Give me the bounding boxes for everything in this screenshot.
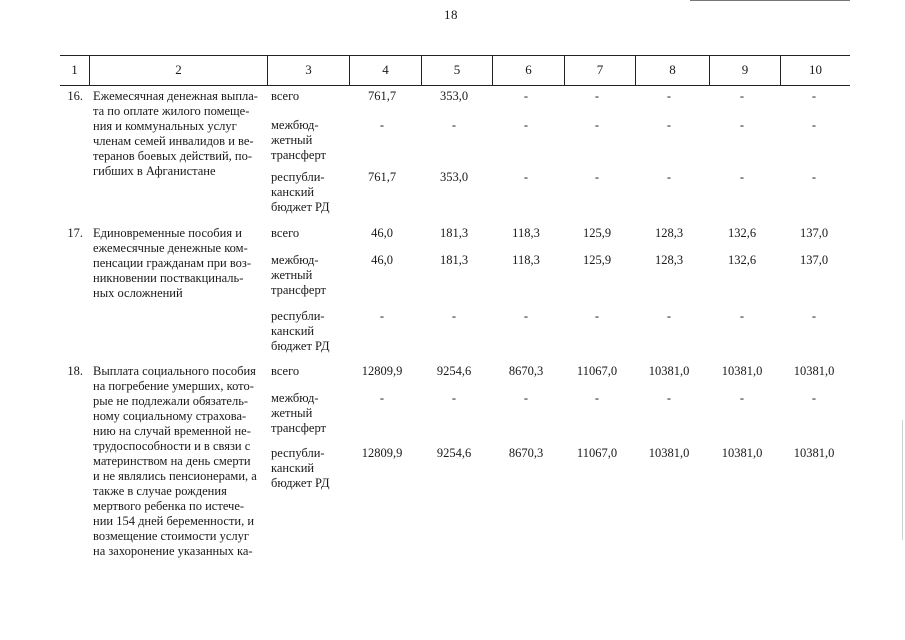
value-cell: -	[523, 391, 529, 405]
row-number: 17.	[67, 226, 83, 240]
header-cell-8: 8	[635, 56, 709, 85]
value-cell: -	[379, 118, 385, 132]
subline-label: всего	[271, 226, 300, 240]
row-number: 16.	[67, 89, 83, 103]
value-cell: 761,7	[367, 89, 397, 103]
value-cell: -	[666, 391, 672, 405]
value-cell: -	[811, 118, 817, 132]
subline-label: межбюд- жетный трансферт	[271, 253, 326, 297]
row-description: Единовременные пособия и ежемесячные денежные ком- пенсации гражданам при воз- никновении поствакциналь- ных осложнений	[93, 226, 252, 300]
value-cell: 9254,6	[436, 446, 472, 460]
value-cell: -	[594, 170, 600, 184]
value-cell: -	[666, 309, 672, 323]
header-cell-7: 7	[564, 56, 635, 85]
value-cell: -	[666, 170, 672, 184]
page-number: 18	[444, 7, 458, 22]
value-cell: 118,3	[512, 226, 540, 240]
header-cell-3: 3	[267, 56, 349, 85]
value-cell: -	[739, 89, 745, 103]
value-cell: 10381,0	[793, 446, 835, 460]
subline-label: республи- канский бюджет РД	[271, 170, 330, 214]
value-cell: 118,3	[512, 253, 540, 267]
subline-label: межбюд- жетный трансферт	[271, 391, 326, 435]
value-cell: 128,3	[654, 226, 684, 240]
table-header	[60, 55, 850, 86]
value-cell: -	[451, 309, 457, 323]
value-cell: -	[594, 118, 600, 132]
value-cell: 125,9	[582, 253, 612, 267]
header-cell-2: 2	[89, 56, 267, 85]
value-cell: -	[811, 391, 817, 405]
value-cell: 128,3	[654, 253, 684, 267]
value-cell: 10381,0	[721, 364, 763, 378]
value-cell: -	[523, 89, 529, 103]
value-cell: 353,0	[439, 89, 469, 103]
value-cell: -	[594, 309, 600, 323]
row-number: 18.	[67, 364, 83, 378]
value-cell: 8670,3	[508, 364, 544, 378]
header-cell-5: 5	[421, 56, 492, 85]
header-cell-10: 10	[780, 56, 850, 85]
value-cell: 9254,6	[436, 364, 472, 378]
value-cell: 46,0	[371, 253, 393, 267]
subline-label: всего	[271, 89, 300, 103]
row-description: Ежемесячная денежная выпла- та по оплате жилого помеще- ния и коммунальных услуг членам семей инвалидов и ве- теранов боевых действий, по- гибших в Афганистане	[93, 89, 258, 178]
value-cell: 181,3	[439, 253, 469, 267]
value-cell: 181,3	[439, 226, 469, 240]
header-cell-9: 9	[709, 56, 780, 85]
header-cell-1: 1	[71, 62, 78, 77]
header-cell-6: 6	[492, 56, 564, 85]
value-cell: 132,6	[727, 253, 757, 267]
top-rule	[690, 0, 850, 1]
value-cell: 10381,0	[721, 446, 763, 460]
value-cell: 125,9	[582, 226, 612, 240]
value-cell: -	[739, 309, 745, 323]
subline-label: республи- канский бюджет РД	[271, 446, 330, 490]
value-cell: 132,6	[727, 226, 757, 240]
value-cell: -	[451, 391, 457, 405]
value-cell: -	[811, 170, 817, 184]
value-cell: -	[451, 118, 457, 132]
value-cell: -	[811, 309, 817, 323]
value-cell: 12809,9	[361, 364, 403, 378]
value-cell: 353,0	[439, 170, 469, 184]
value-cell: -	[594, 89, 600, 103]
value-cell: -	[523, 118, 529, 132]
value-cell: -	[666, 89, 672, 103]
value-cell: 12809,9	[361, 446, 403, 460]
value-cell: 10381,0	[648, 364, 690, 378]
value-cell: 10381,0	[793, 364, 835, 378]
value-cell: 11067,0	[576, 446, 618, 460]
value-cell: 137,0	[799, 253, 829, 267]
value-cell: -	[666, 118, 672, 132]
row-description: Выплата социального пособия на погребение умерших, кото- рые не подлежали обязатель- ному социальному страхова- нию на случай временной не- трудоспособности и в связи с материнством на день смерти и не являлись пенсионерами, а также в случае рождения мертвого ребенка по истече- нии 154 дней беременности, и возмещение стоимости услуг на захоронение указанных ка-	[93, 364, 257, 558]
value-cell: -	[379, 309, 385, 323]
header-cell-4: 4	[349, 56, 421, 85]
value-cell: -	[594, 391, 600, 405]
value-cell: -	[739, 170, 745, 184]
subline-label: межбюд- жетный трансферт	[271, 118, 326, 162]
value-cell: -	[811, 89, 817, 103]
value-cell: -	[739, 391, 745, 405]
value-cell: 761,7	[367, 170, 397, 184]
value-cell: 11067,0	[576, 364, 618, 378]
subline-label: республи- канский бюджет РД	[271, 309, 330, 353]
value-cell: 46,0	[371, 226, 393, 240]
value-cell: 10381,0	[648, 446, 690, 460]
value-cell: -	[523, 170, 529, 184]
value-cell: 8670,3	[508, 446, 544, 460]
value-cell: -	[523, 309, 529, 323]
value-cell: -	[379, 391, 385, 405]
value-cell: 137,0	[799, 226, 829, 240]
scan-edge-mark	[902, 420, 903, 540]
value-cell: -	[739, 118, 745, 132]
subline-label: всего	[271, 364, 300, 378]
